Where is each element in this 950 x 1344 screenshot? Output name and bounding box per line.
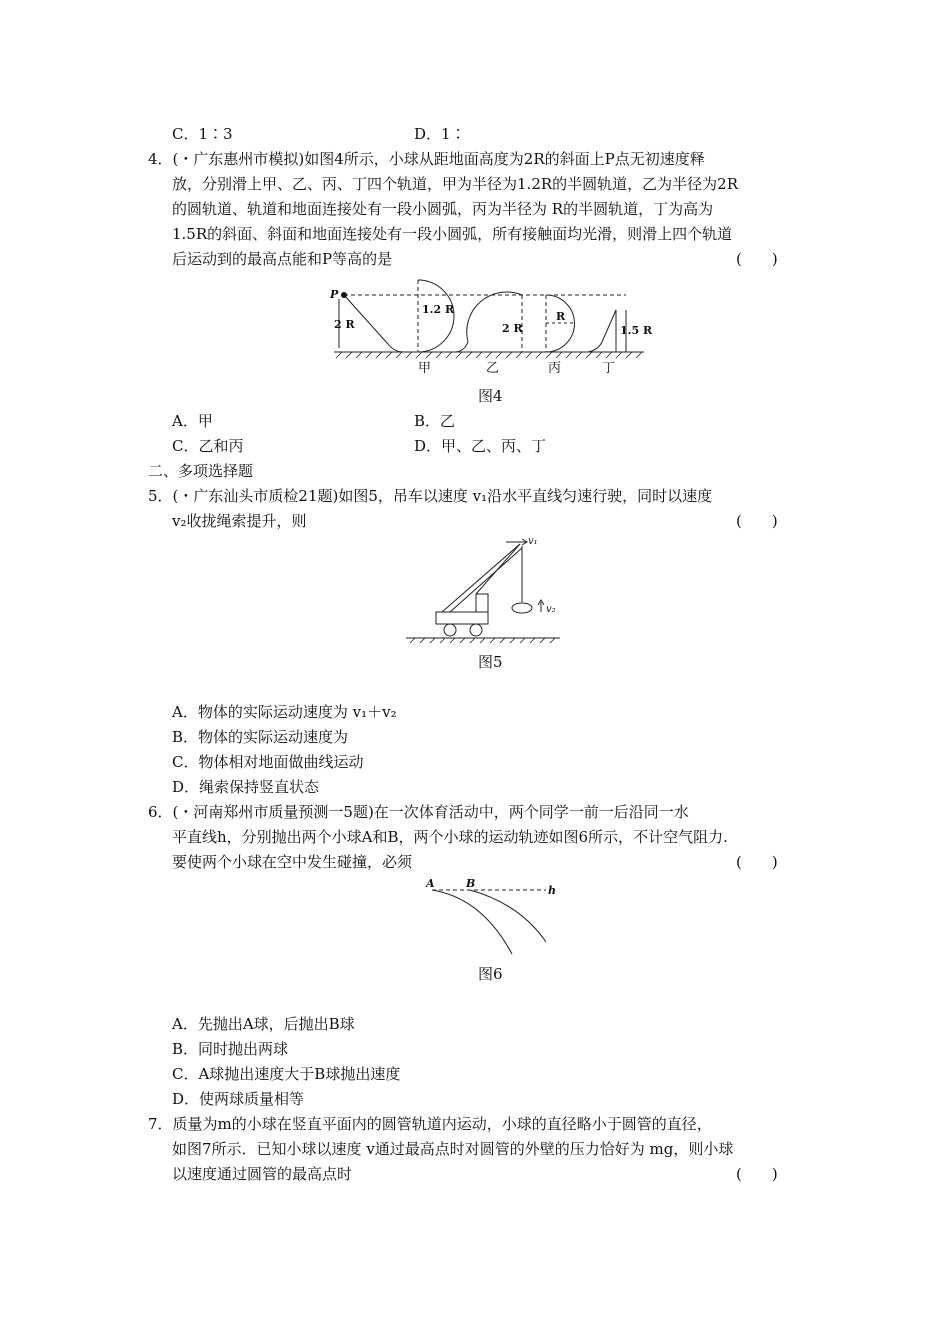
q6-option-b: B．同时抛出两球 [172,1040,289,1058]
q3-option-d: D．1∶ [414,125,466,143]
fig4-label-2r-yi: 2 R [502,322,523,335]
fig4-track-bing: 丙 [548,361,562,376]
fig6-label-b: B [466,877,476,890]
q5-line-1: 5．(・广东汕头市质检21题)如图5，吊车以速度 v₁沿水平直线匀速行驶，同时以速度 [148,487,713,505]
fig4-label-r: R [556,310,566,323]
fig5-label-v1: v₁ [528,536,538,547]
fig4-track-ding: 丁 [602,361,616,376]
q6-option-c: C．A球抛出速度大于B球抛出速度 [172,1065,401,1083]
q4-option-c: C．乙和丙 [172,437,244,455]
figure-6-trajectories [422,876,562,956]
figure-4-diagram [326,276,656,376]
q4-option-a: A．甲 [172,412,213,430]
q5-option-a: A．物体的实际运动速度为 v₁＋v₂ [172,703,397,721]
q5-option-c: C．物体相对地面做曲线运动 [172,753,364,771]
q7-answer-paren: ( ) [736,1165,778,1183]
q7-line-3: 以速度通过圆管的最高点时 [172,1165,353,1183]
q5-option-b: B．物体的实际运动速度为 [172,728,349,746]
q4-line-2: 放，分别滑上甲、乙、丙、丁四个轨道，甲为半径为1.2R的半圆轨道，乙为半径为2R [172,175,738,193]
q6-answer-paren: ( ) [736,853,778,871]
q7-line-2: 如图7所示．已知小球以速度 v通过最高点时对圆管的外壁的压力恰好为 mg，则小球 [172,1140,734,1158]
q5-option-d: D．绳索保持竖直状态 [172,778,320,796]
q4-line-5: 后运动到的最高点能和P等高的是 [172,250,393,268]
q4-answer-paren: ( ) [736,250,778,268]
q4-option-d: D．甲、乙、丙、丁 [414,437,547,455]
q6-option-a: A．先抛出A球，后抛出B球 [172,1015,355,1033]
q4-line-4: 1.5R的斜面、斜面和地面连接处有一段小圆弧，所有接触面均光滑，则滑上四个轨道 [172,225,733,243]
q6-line-3: 要使两个小球在空中发生碰撞，必须 [172,853,413,871]
fig5-label-v2: v₂ [546,604,556,615]
fig4-track-jia: 甲 [418,361,432,376]
q4-option-b: B．乙 [414,412,456,430]
fig6-label-a: A [426,877,435,890]
fig4-track-yi: 乙 [486,361,500,376]
q5-line-2: v₂收拢绳索提升，则 [172,512,307,530]
fig6-label-h: h [548,884,556,897]
q6-option-d: D．使两球质量相等 [172,1090,305,1108]
q6-line-2: 平直线h，分别抛出两个小球A和B，两个小球的运动轨迹如图6所示，不计空气阻力. [172,828,728,846]
fig4-label-1-2r: 1.2 R [422,303,455,316]
figure-5-crane [406,534,566,644]
figure-4-caption: 图4 [478,387,503,405]
q4-line-3: 的圆轨道、轨道和地面连接处有一段小圆弧，丙为半径为 R的半圆轨道，丁为高为 [172,200,714,218]
q7-line-1: 7．质量为m的小球在竖直平面内的圆管轨道内运动，小球的直径略小于圆管的直径， [148,1115,712,1133]
figure-6-caption: 图6 [478,965,503,983]
fig4-label-2r: 2 R [334,318,355,331]
q3-option-c: C．1∶3 [172,125,233,143]
q4-line-1: 4．(・广东惠州市模拟)如图4所示，小球从距地面高度为2R的斜面上P点无初速度释 [148,150,705,168]
fig4-label-p: P [330,288,339,301]
q5-answer-paren: ( ) [736,512,778,530]
q6-line-1: 6．(・河南郑州市质量预测一5题)在一次体育活动中，两个同学一前一后沿同一水 [148,803,689,821]
fig4-label-1-5r: 1.5 R [620,324,653,337]
figure-5-caption: 图5 [478,653,503,671]
section-heading-multiple-choice: 二、多项选择题 [148,462,254,480]
